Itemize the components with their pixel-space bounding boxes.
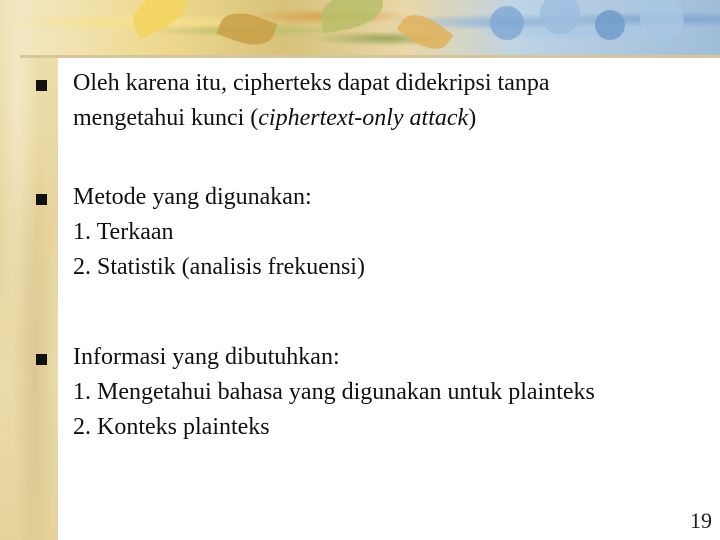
list-item: 1. Mengetahui bahasa yang digunakan untuk plainteks <box>73 379 595 405</box>
text-segment: ) <box>468 105 477 131</box>
text-line: Oleh karena itu, cipherteks dapat didekripsi tanpa <box>73 70 550 96</box>
square-bullet-icon <box>36 80 47 91</box>
text-line <box>73 101 693 136</box>
bullet-text <box>73 180 693 285</box>
list-item: 1. Terkaan <box>73 219 174 245</box>
bullet-heading: Metode yang digunakan: <box>73 184 312 210</box>
page-number: 19 <box>690 508 712 533</box>
bullet-text <box>73 340 693 445</box>
bullet-text <box>73 66 693 136</box>
list-item: 2. Statistik (analisis frekuensi) <box>73 254 365 280</box>
square-bullet-icon <box>36 194 47 205</box>
text-segment: mengetahui kunci ( <box>73 105 259 131</box>
list-item: 2. Konteks plainteks <box>73 414 270 440</box>
square-bullet-icon <box>36 354 47 365</box>
bullet-heading: Informasi yang dibutuhkan: <box>73 344 340 370</box>
italic-term: ciphertext-only attack <box>258 105 469 131</box>
